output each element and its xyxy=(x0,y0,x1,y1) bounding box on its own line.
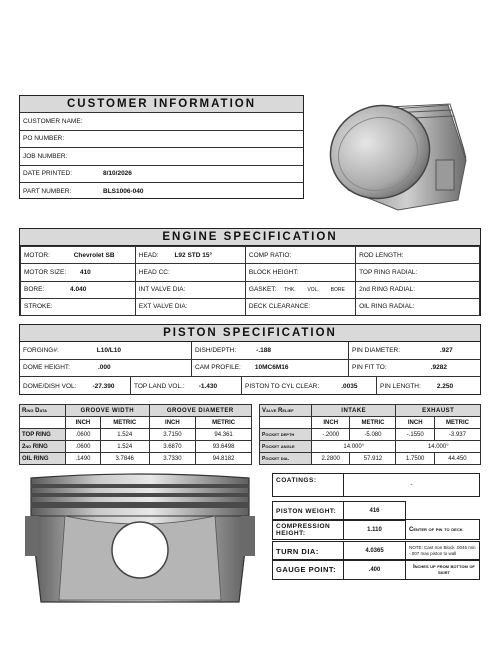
deck-clearance-label: DECK CLEARANCE: xyxy=(248,303,311,311)
rod-length-label: ROD LENGTH: xyxy=(359,251,404,259)
valve-relief-header: Valve Relief xyxy=(260,405,312,417)
pocket-depth-exhaust-mm: -3.937 xyxy=(434,429,480,441)
pocket-dia-exhaust-in: 1.7500 xyxy=(396,453,434,465)
label: PO NUMBER: xyxy=(23,135,65,143)
dome-height-label: DOME HEIGHT: xyxy=(23,364,70,372)
bore-label: BORE: xyxy=(24,286,45,294)
inch-header: INCH xyxy=(396,417,434,429)
top-ring-gw-in: .0600 xyxy=(66,429,101,441)
top-land-vol-label: TOP LAND VOL.: xyxy=(134,382,185,390)
inch-header: INCH xyxy=(312,417,350,429)
pocket-depth-intake-in: -.2000 xyxy=(312,429,350,441)
second-ring-gd-in: 3.6870 xyxy=(149,441,196,453)
gasket-vol: VOL. xyxy=(307,287,319,294)
pin-fit-label: PIN FIT TO: xyxy=(352,364,387,372)
turn-dia-note: NOTE: Cast Iron Block .0045 min -.007 max piston to wall xyxy=(406,541,480,561)
metric-header: METRIC xyxy=(196,417,252,429)
compression-height-row xyxy=(272,519,480,540)
forging-label: FORGING#: xyxy=(23,346,59,354)
piston-weight-value: 416 xyxy=(344,501,406,521)
turn-dia-label: TURN DIA: xyxy=(272,541,344,561)
oil-ring-gw-mm: 3.7846 xyxy=(100,453,149,465)
metric-header: METRIC xyxy=(434,417,480,429)
piston-3d-image xyxy=(318,80,478,220)
dome-height-value: .000 xyxy=(97,364,111,372)
second-ring-gw-in: .0600 xyxy=(66,441,101,453)
piston-to-cyl-cell xyxy=(242,377,377,395)
top-ring-gw-mm: 1.524 xyxy=(100,429,149,441)
piston-spec-section xyxy=(19,324,481,395)
oil-ring-label: OIL RING xyxy=(20,453,66,465)
engine-spec-section xyxy=(19,228,481,316)
bore-value: 4.040 xyxy=(70,286,87,294)
pin-length-cell xyxy=(377,377,480,395)
oil-ring-gd-in: 3.7330 xyxy=(149,453,196,465)
cam-profile-label: CAM PROFILE: xyxy=(195,364,241,372)
customer-name-row xyxy=(20,112,303,130)
label: PART NUMBER: xyxy=(23,187,72,195)
oil-ring-radial-label: OIL RING RADIAL: xyxy=(359,303,415,311)
pocket-dia-intake-mm: 57.912 xyxy=(350,453,396,465)
motor-value: Chevrolet SB xyxy=(73,251,115,259)
piston-spec-title: PISTON SPECIFICATION xyxy=(20,325,480,342)
exhaust-header: EXHAUST xyxy=(396,405,481,417)
oil-ring-gd-mm: 94.8182 xyxy=(196,453,252,465)
groove-diameter-header: GROOVE DIAMETER xyxy=(149,405,251,417)
motor-label: MOTOR: xyxy=(24,251,50,259)
coatings-label: COATINGS: xyxy=(272,473,344,497)
gasket-bore: BORE xyxy=(330,287,345,294)
inch-header: INCH xyxy=(66,417,101,429)
pocket-angle-label: Pocket angle xyxy=(260,441,312,453)
pocket-dia-exhaust-mm: 44.450 xyxy=(434,453,480,465)
valve-relief-table-wrap xyxy=(259,404,481,465)
head-cc-label: HEAD CC: xyxy=(138,268,170,276)
piston-to-cyl-value: .0035 xyxy=(341,382,358,390)
cam-profile-cell xyxy=(192,360,349,378)
top-land-vol-cell xyxy=(131,377,242,395)
compression-height-value: 1.110 xyxy=(344,519,406,540)
coatings-row xyxy=(272,473,480,497)
second-ring-gw-mm: 1.524 xyxy=(100,441,149,453)
dome-dish-vol-label: DOME/DISH VOL: xyxy=(23,382,77,390)
pocket-angle-intake: 14.000° xyxy=(312,441,396,453)
pocket-dia-intake-in: 2.2800 xyxy=(312,453,350,465)
metric-header: METRIC xyxy=(100,417,149,429)
head-label: HEAD: xyxy=(138,251,159,259)
compression-height-note: Center of pin to deck xyxy=(406,519,480,540)
ring-data-table xyxy=(19,404,252,465)
dome-dish-vol-value: -27.390 xyxy=(92,382,115,390)
part-number-value: BLS1006-040 xyxy=(103,187,144,195)
cam-profile-value: 10MC6M16 xyxy=(254,364,289,372)
pocket-depth-intake-mm: -5.080 xyxy=(350,429,396,441)
pin-diameter-value: .927 xyxy=(440,346,453,354)
engine-spec-table xyxy=(20,246,480,316)
groove-width-header: GROOVE WIDTH xyxy=(66,405,150,417)
po-number-row xyxy=(20,130,303,148)
top-ring-radial-label: TOP RING RADIAL: xyxy=(359,268,418,276)
part-number-row xyxy=(20,182,303,200)
int-valve-label: INT VALVE DIA: xyxy=(138,286,186,294)
pocket-dia-label: Pocket dia. xyxy=(260,453,312,465)
pin-fit-value: .9282 xyxy=(430,364,447,372)
forging-value: L10/L10 xyxy=(96,346,121,354)
second-ring-radial-label: 2nd RING RADIAL: xyxy=(359,286,416,294)
motor-size-label: MOTOR SIZE: xyxy=(24,268,67,276)
dome-dish-vol-cell xyxy=(20,377,131,395)
piston-to-cyl-label: PISTON TO CYL CLEAR: xyxy=(245,382,320,390)
ring-data-header: Ring Data xyxy=(20,405,66,417)
inch-header: INCH xyxy=(149,417,196,429)
gauge-point-row xyxy=(272,559,480,580)
coatings-value: - xyxy=(344,473,480,497)
job-number-row xyxy=(20,147,303,165)
gauge-point-label: GAUGE POINT: xyxy=(272,559,344,580)
gasket-thk: THK. xyxy=(284,287,296,294)
motor-size-value: 410 xyxy=(79,268,91,276)
second-ring-label: 2nd RING xyxy=(20,441,66,453)
head-value: L92 STD 15° xyxy=(174,251,213,259)
dish-depth-cell xyxy=(192,342,349,360)
turn-dia-row xyxy=(272,541,480,561)
pocket-depth-exhaust-in: -.1550 xyxy=(396,429,434,441)
ext-valve-label: EXT VALVE DIA: xyxy=(138,303,188,311)
metric-header: METRIC xyxy=(350,417,396,429)
label: CUSTOMER NAME: xyxy=(23,117,83,125)
pin-diameter-cell xyxy=(349,342,480,360)
compression-height-label: COMPRESSION HEIGHT: xyxy=(272,519,344,540)
pin-fit-cell xyxy=(349,360,480,378)
dish-depth-label: DISH/DEPTH: xyxy=(195,346,237,354)
label: JOB NUMBER: xyxy=(23,152,68,160)
date-printed-row xyxy=(20,165,303,183)
intake-header: INTAKE xyxy=(312,405,396,417)
top-ring-label: TOP RING xyxy=(20,429,66,441)
stroke-label: STROKE: xyxy=(24,303,53,311)
piston-side-view-image xyxy=(25,472,255,607)
block-height-label: BLOCK HEIGHT: xyxy=(248,268,299,276)
ring-data-table-wrap xyxy=(19,404,252,465)
pin-length-label: PIN LENGTH: xyxy=(380,382,421,390)
date-printed-value: 8/10/2026 xyxy=(103,170,132,178)
label: DATE PRINTED: xyxy=(23,170,72,178)
top-ring-gd-in: 3.7150 xyxy=(149,429,196,441)
pin-diameter-label: PIN DIAMETER: xyxy=(352,346,401,354)
gauge-point-note: Inches up from bottom of skirt xyxy=(406,559,480,580)
gauge-point-value: .400 xyxy=(344,559,406,580)
valve-relief-table xyxy=(259,404,481,465)
dome-height-cell xyxy=(20,360,192,378)
top-land-vol-value: -1.430 xyxy=(198,382,218,390)
pocket-angle-exhaust: 14.000° xyxy=(396,441,481,453)
gasket-label: GASKET: xyxy=(248,286,277,294)
turn-dia-value: 4.0365 xyxy=(344,541,406,561)
forging-cell xyxy=(20,342,192,360)
piston-weight-row xyxy=(272,501,480,521)
dish-depth-value: -.188 xyxy=(256,346,271,354)
pocket-depth-label: Pocket depth xyxy=(260,429,312,441)
customer-info-title: CUSTOMER INFORMATION xyxy=(20,96,303,112)
piston-spec-grid xyxy=(20,342,480,395)
engine-spec-title: ENGINE SPECIFICATION xyxy=(20,229,480,246)
pin-length-value: 2.250 xyxy=(436,382,454,390)
oil-ring-gw-in: .1490 xyxy=(66,453,101,465)
top-ring-gd-mm: 94.361 xyxy=(196,429,252,441)
customer-info-section xyxy=(19,95,304,199)
piston-weight-label: PISTON WEIGHT: xyxy=(272,501,344,521)
second-ring-gd-mm: 93.6498 xyxy=(196,441,252,453)
comp-ratio-label: COMP RATIO: xyxy=(248,251,292,259)
